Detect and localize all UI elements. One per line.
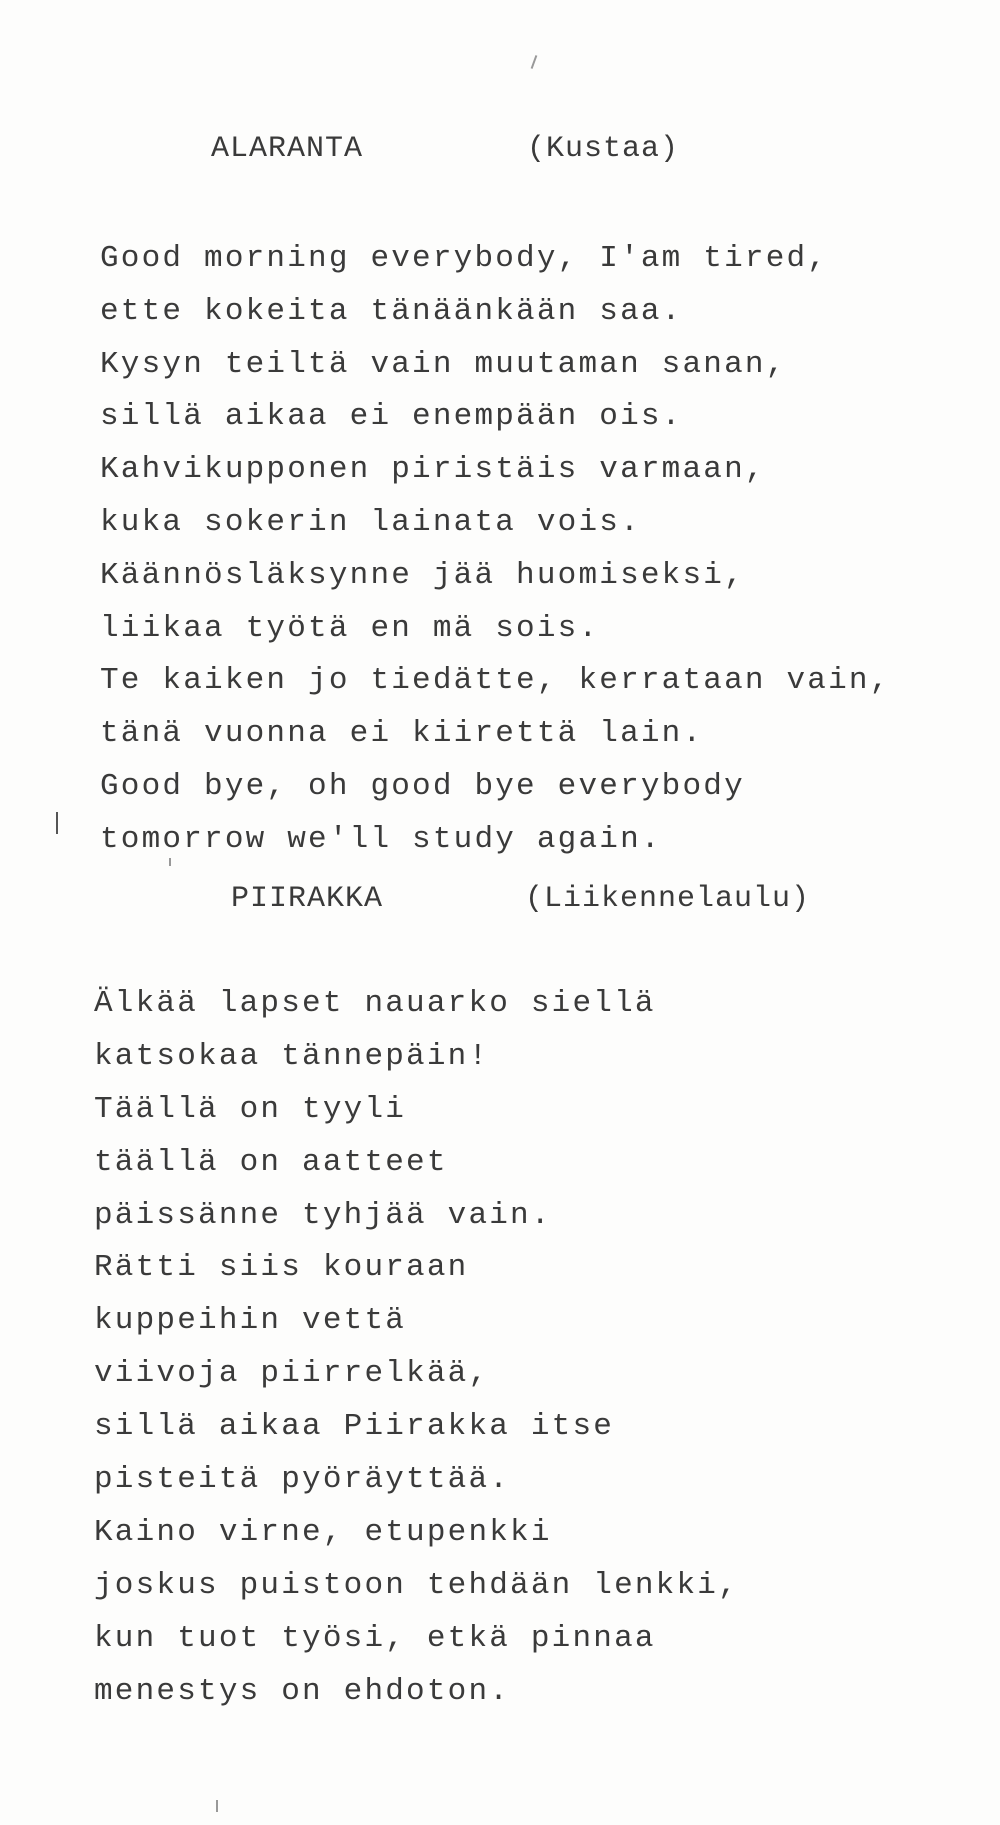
lyric-line: sillä aikaa ei enempään ois. — [100, 399, 683, 435]
paper-speck — [531, 55, 538, 69]
song1-tune: (Kustaa) — [527, 132, 680, 166]
lyric-line: Kahvikupponen piristäis varmaan, — [100, 452, 766, 488]
lyric-line: ette kokeita tänäänkään saa. — [100, 293, 683, 329]
lyric-line: kuka sokerin lainata vois. — [100, 504, 641, 540]
lyric-line: Täällä on tyyli — [94, 1091, 407, 1127]
lyric-line: menestys on ehdoton. — [94, 1673, 511, 1709]
lyric-line: Älkää lapset nauarko siellä — [94, 986, 656, 1021]
lyric-line: Good morning everybody, I'am tired, — [100, 241, 829, 276]
lyric-line: Kaino virne, etupenkki — [94, 1514, 552, 1550]
lyric-line: Kysyn teiltä vain muutaman sanan, — [100, 346, 787, 382]
lyric-line: katsokaa tännepäin! — [94, 1038, 490, 1074]
song2-title: PIIRAKKA — [231, 882, 384, 916]
lyric-line: Rätti siis kouraan — [94, 1250, 469, 1286]
song2-lyrics — [94, 978, 739, 1718]
lyric-line: sillä aikaa Piirakka itse — [94, 1409, 615, 1445]
lyric-line: tomorrow we'll study again. — [100, 821, 662, 857]
lyric-line: tänä vuonna ei kiirettä lain. — [100, 716, 704, 752]
lyric-line: kuppeihin vettä — [94, 1303, 407, 1339]
lyric-line: kun tuot työsi, etkä pinnaa — [94, 1620, 656, 1656]
lyric-line: päissänne tyhjää vain. — [94, 1197, 552, 1233]
lyric-line: liikaa työtä en mä sois. — [100, 610, 600, 646]
lyric-line: Good bye, oh good bye everybody — [100, 768, 745, 804]
lyric-line: viivoja piirrelkää, — [94, 1356, 490, 1392]
paper-speck — [216, 1800, 218, 1812]
song1-title: ALARANTA — [211, 132, 364, 166]
lyric-line: Käännösläksynne jää huomiseksi, — [100, 557, 745, 593]
song1-lyrics — [100, 233, 891, 867]
paper-speck — [169, 858, 171, 866]
lyric-line: täällä on aatteet — [94, 1144, 448, 1180]
margin-mark — [56, 812, 58, 834]
lyric-line: pisteitä pyöräyttää. — [94, 1462, 511, 1498]
lyric-line: joskus puistoon tehdään lenkki, — [94, 1567, 739, 1603]
lyric-line: Te kaiken jo tiedätte, kerrataan vain, — [100, 663, 891, 699]
song2-tune: (Liikennelaulu) — [525, 882, 811, 916]
